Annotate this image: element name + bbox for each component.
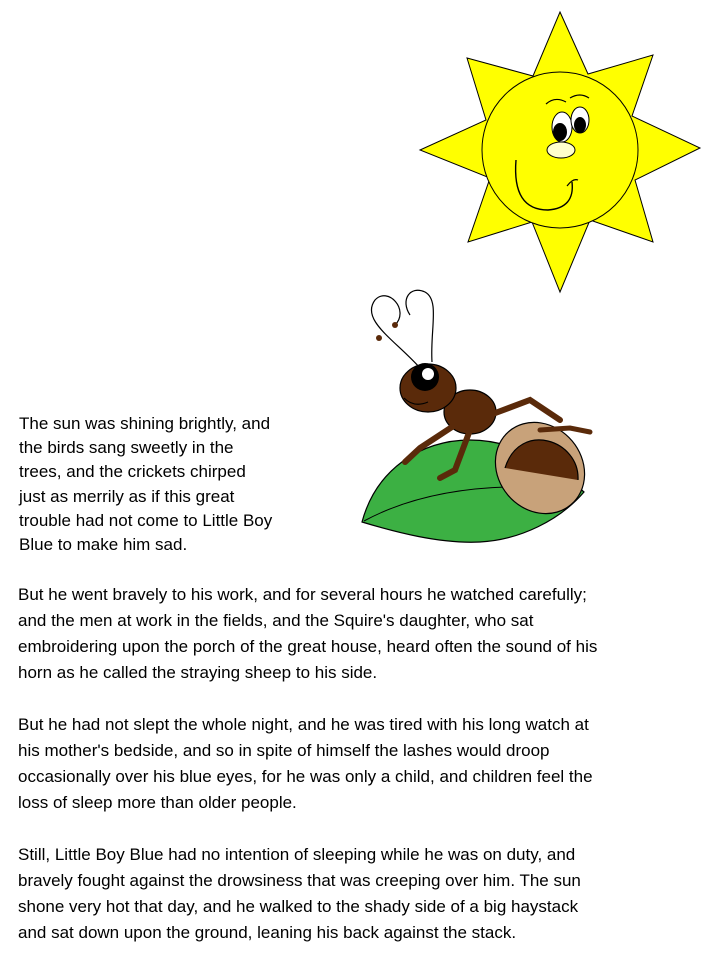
text-line: loss of sleep more than older people. [18, 793, 297, 812]
sun-nose-icon [547, 142, 575, 158]
intro-line: trouble had not come to Little Boy [19, 510, 273, 530]
paragraph [18, 842, 710, 946]
text-line: But he had not slept the whole night, and he was tired with his long watch at [18, 715, 589, 734]
text-line: embroidering upon the porch of the great house, heard often the sound of his [18, 637, 598, 656]
ant-antenna-icon [371, 296, 420, 368]
story-body [18, 582, 710, 972]
intro-line: Blue to make him sad. [19, 535, 188, 555]
paragraph [18, 582, 710, 686]
ant-on-leaf-icon [358, 288, 596, 550]
smiling-sun-icon [418, 8, 704, 296]
text-line: occasionally over his blue eyes, for he was only a child, and children feel the [18, 767, 593, 786]
intro-text [19, 412, 349, 557]
paragraph [18, 712, 710, 816]
text-line: But he went bravely to his work, and for several hours he watched carefully; [18, 585, 587, 604]
text-line: and the men at work in the fields, and the Squire's daughter, who sat [18, 611, 534, 630]
text-line: bravely fought against the drowsiness that was creeping over him. The sun [18, 871, 581, 890]
text-line: shone very hot that day, and he walked to the shady side of a big haystack [18, 897, 579, 916]
text-line: and sat down upon the ground, leaning his back against the stack. [18, 923, 517, 942]
text-line: his mother's bedside, and so in spite of himself the lashes would droop [18, 741, 550, 760]
text-line: horn as he called the straying sheep to his side. [18, 663, 378, 682]
intro-line: The sun was shining brightly, and [19, 414, 271, 433]
intro-line: trees, and the crickets chirped [19, 462, 246, 482]
intro-line: just as merrily as if this great [19, 486, 235, 506]
intro-line: the birds sang sweetly in the [19, 438, 234, 458]
text-line: Still, Little Boy Blue had no intention of sleeping while he was on duty, and [18, 845, 576, 864]
